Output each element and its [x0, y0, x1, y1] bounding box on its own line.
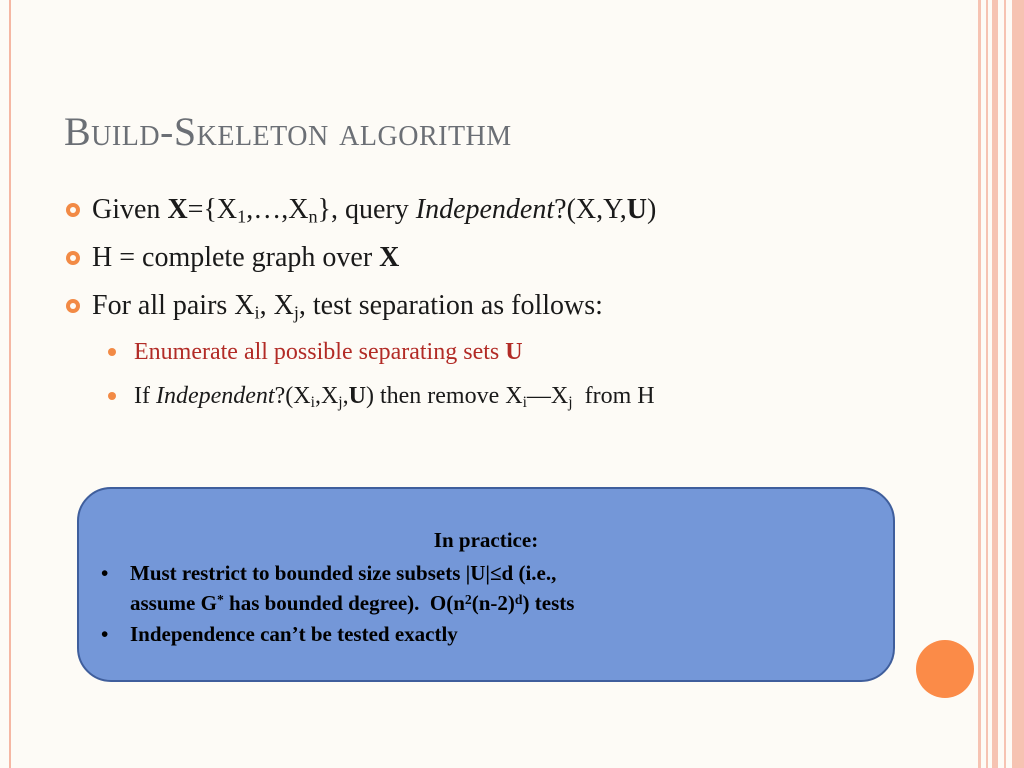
circle-bullet-icon: [66, 299, 80, 313]
stripe: [986, 0, 988, 768]
bullet-complete-graph: H = complete graph over X: [66, 234, 946, 282]
subbullet-enumerate: Enumerate all possible separating sets U: [66, 330, 946, 374]
decorative-orange-circle: [916, 640, 974, 698]
callout-bullet: •: [101, 622, 109, 646]
slide-title: Build-Skeleton algorithm: [64, 109, 512, 154]
dot-bullet-icon: [108, 348, 116, 356]
bullet-list: [66, 186, 946, 418]
stripe: [978, 0, 981, 768]
stripe: [1004, 0, 1006, 768]
circle-bullet-icon: [66, 251, 80, 265]
callout-bullet: •: [101, 561, 109, 585]
callout-item-restrict-cont: assume G* has bounded degree). $O(n^2(n-2)^d)$ tests: [130, 591, 575, 615]
dot-bullet-icon: [108, 392, 116, 400]
bullet-for-all-pairs: For all pairs $X_i$, $X_j$, test separation as follows:: [66, 282, 946, 330]
in-practice-callout: [77, 487, 895, 682]
stripe: [1012, 0, 1024, 768]
callout-item-independence: Independence can’t be tested exactly: [130, 622, 458, 646]
callout-heading: In practice:: [433, 528, 539, 552]
right-decorative-stripes: [978, 0, 1024, 768]
bullet-given: Given $X=\{X_1,\dots,X_n\}$, query Independent?(X,Y,U): [66, 186, 946, 234]
stripe: [992, 0, 998, 768]
circle-bullet-icon: [66, 203, 80, 217]
callout-item-restrict: Must restrict to bounded size subsets |U|≤d (i.e.,: [130, 561, 557, 585]
left-decorative-rule: [9, 0, 11, 768]
subbullet-if-independent: If $Independent?(X_i,X_j,U)$ then remove $X_i—X_j$ from H: [66, 374, 946, 418]
